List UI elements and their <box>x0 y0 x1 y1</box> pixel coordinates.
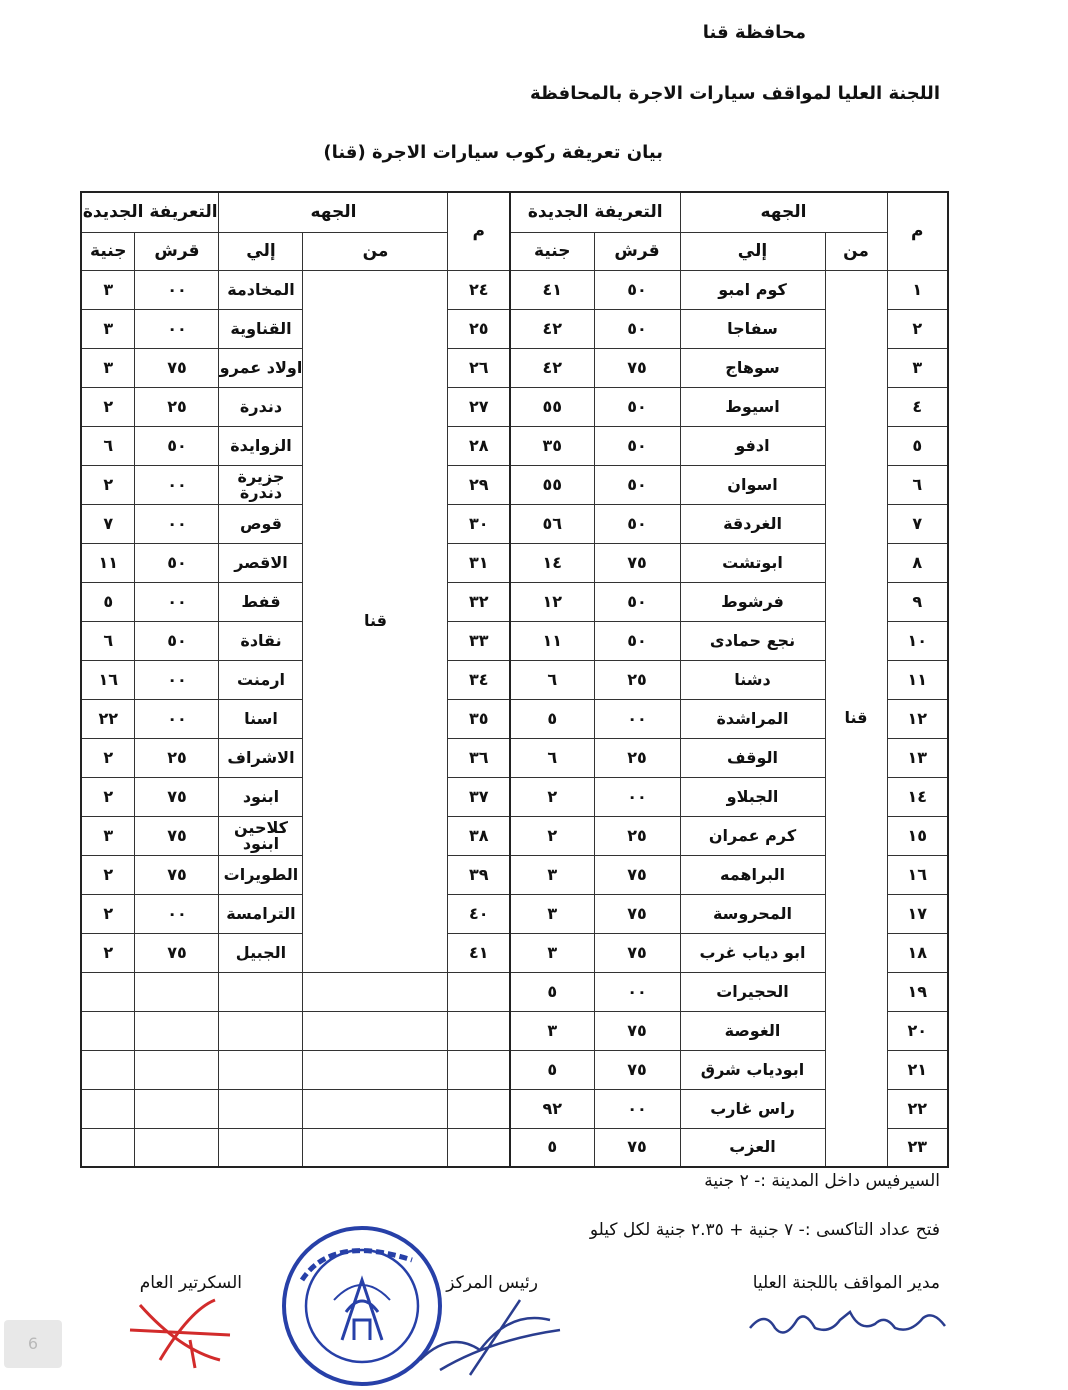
pound-cell: ٣ <box>81 270 135 309</box>
table-row <box>81 1050 948 1089</box>
empty-cell <box>303 1089 448 1128</box>
piaster-cell: ٧٥ <box>594 1050 680 1089</box>
empty-cell <box>135 1089 219 1128</box>
row-number: ١٦ <box>887 855 948 894</box>
piaster-cell: ٧٥ <box>594 894 680 933</box>
piaster-cell: ٠٠ <box>594 1089 680 1128</box>
destination-cell: الزوايدة <box>219 426 303 465</box>
table-row <box>81 582 948 621</box>
piaster-cell: ٧٥ <box>135 348 219 387</box>
header-pound-right: جنية <box>510 232 594 270</box>
row-number: ٣٤ <box>448 660 510 699</box>
empty-cell <box>303 1011 448 1050</box>
page-number-badge: 6 <box>4 1320 62 1368</box>
pound-cell: ١٢ <box>510 582 594 621</box>
table-row <box>81 465 948 504</box>
header-new-fare-left: التعريفة الجديدة <box>81 192 219 232</box>
piaster-cell: ٠٠ <box>135 582 219 621</box>
piaster-cell: ٢٥ <box>594 738 680 777</box>
row-number: ٢٤ <box>448 270 510 309</box>
table-row <box>81 309 948 348</box>
empty-cell <box>81 972 135 1011</box>
pound-cell: ١٤ <box>510 543 594 582</box>
piaster-cell: ٥٠ <box>594 426 680 465</box>
piaster-cell: ٠٠ <box>594 699 680 738</box>
pound-cell: ٤٢ <box>510 309 594 348</box>
header-m-left: م <box>448 192 510 270</box>
destination-cell: ادفو <box>680 426 825 465</box>
pound-cell: ٢ <box>81 855 135 894</box>
table-row <box>81 972 948 1011</box>
piaster-cell: ٢٥ <box>594 816 680 855</box>
piaster-cell: ٥٠ <box>594 621 680 660</box>
pound-cell: ٣ <box>81 348 135 387</box>
pound-cell: ٣ <box>510 855 594 894</box>
destination-cell: جزيرة دندرة <box>219 465 303 504</box>
row-number: ٣٢ <box>448 582 510 621</box>
empty-cell <box>81 1128 135 1167</box>
destination-cell: العزب <box>680 1128 825 1167</box>
secretary-title: السكرتير العام <box>139 1273 242 1293</box>
empty-cell <box>81 1089 135 1128</box>
row-number: ١٥ <box>887 816 948 855</box>
pound-cell: ٦ <box>510 738 594 777</box>
row-number: ٧ <box>887 504 948 543</box>
row-number: ٨ <box>887 543 948 582</box>
empty-cell <box>81 1050 135 1089</box>
row-number: ١٨ <box>887 933 948 972</box>
pound-cell: ٣ <box>81 816 135 855</box>
table-row <box>81 660 948 699</box>
piaster-cell: ٠٠ <box>135 504 219 543</box>
pound-cell: ٥ <box>510 1128 594 1167</box>
row-number: ٤١ <box>448 933 510 972</box>
destination-cell: راس غارب <box>680 1089 825 1128</box>
row-number: ١ <box>887 270 948 309</box>
pound-cell: ٣ <box>510 1011 594 1050</box>
piaster-cell: ٥٠ <box>135 543 219 582</box>
destination-cell: الجبلاو <box>680 777 825 816</box>
header-pound-left: جنية <box>81 232 135 270</box>
row-number: ٣٣ <box>448 621 510 660</box>
destination-cell: دشنا <box>680 660 825 699</box>
row-number: ٢١ <box>887 1050 948 1089</box>
pound-cell: ٢٢ <box>81 699 135 738</box>
destination-cell: الغردقة <box>680 504 825 543</box>
piaster-cell: ٥٠ <box>135 426 219 465</box>
piaster-cell: ٧٥ <box>594 1011 680 1050</box>
destination-cell: القناوية <box>219 309 303 348</box>
piaster-cell: ٠٠ <box>135 270 219 309</box>
empty-cell <box>448 1050 510 1089</box>
piaster-cell: ٢٥ <box>135 738 219 777</box>
header-piaster-right: قرش <box>594 232 680 270</box>
pound-cell: ٢ <box>81 738 135 777</box>
destination-cell: البراهمه <box>680 855 825 894</box>
pound-cell: ١٦ <box>81 660 135 699</box>
pound-cell: ٤١ <box>510 270 594 309</box>
piaster-cell: ٧٥ <box>135 777 219 816</box>
pound-cell: ٥ <box>510 972 594 1011</box>
piaster-cell: ٠٠ <box>135 660 219 699</box>
destination-cell: نقادة <box>219 621 303 660</box>
row-number: ٢٥ <box>448 309 510 348</box>
table-row <box>81 855 948 894</box>
destination-cell: الاشراف <box>219 738 303 777</box>
row-number: ٤٠ <box>448 894 510 933</box>
destination-cell: الطويرات <box>219 855 303 894</box>
destination-cell: ابو دياب غرب <box>680 933 825 972</box>
header-m-right: م <box>887 192 948 270</box>
piaster-cell: ٥٠ <box>594 309 680 348</box>
destination-cell: دندرة <box>219 387 303 426</box>
table-row <box>81 348 948 387</box>
pound-cell: ٣ <box>81 309 135 348</box>
fare-table <box>80 191 949 1168</box>
piaster-cell: ٧٥ <box>135 933 219 972</box>
destination-cell: المخادمة <box>219 270 303 309</box>
pound-cell: ٢ <box>81 933 135 972</box>
pound-cell: ٣ <box>510 894 594 933</box>
pound-cell: ٥٥ <box>510 465 594 504</box>
row-number: ٩ <box>887 582 948 621</box>
pound-cell: ١١ <box>510 621 594 660</box>
destination-cell: الوقف <box>680 738 825 777</box>
header-new-fare-right: التعريفة الجديدة <box>510 192 680 232</box>
table-row <box>81 777 948 816</box>
pound-cell: ٥ <box>510 699 594 738</box>
pound-cell: ٣ <box>510 933 594 972</box>
row-number: ١٧ <box>887 894 948 933</box>
empty-cell <box>81 1011 135 1050</box>
piaster-cell: ٥٠ <box>594 465 680 504</box>
destination-cell: ابودياب شرق <box>680 1050 825 1089</box>
row-number: ٢٣ <box>887 1128 948 1167</box>
piaster-cell: ٧٥ <box>594 1128 680 1167</box>
destination-cell: اسيوط <box>680 387 825 426</box>
piaster-cell: ٧٥ <box>594 543 680 582</box>
pound-cell: ٢ <box>81 465 135 504</box>
destination-cell: كوم امبو <box>680 270 825 309</box>
governorate-name: محافظة قنا <box>702 22 806 43</box>
destination-cell: المحروسة <box>680 894 825 933</box>
destination-cell: اسوان <box>680 465 825 504</box>
table-row <box>81 933 948 972</box>
table-row <box>81 1128 948 1167</box>
center-head-signature <box>410 1290 570 1380</box>
destination-cell: سوهاج <box>680 348 825 387</box>
pound-cell: ٢ <box>81 894 135 933</box>
empty-cell <box>219 972 303 1011</box>
pound-cell: ٣٥ <box>510 426 594 465</box>
pound-cell: ٦ <box>81 426 135 465</box>
piaster-cell: ٠٠ <box>594 777 680 816</box>
pound-cell: ٥ <box>81 582 135 621</box>
manager-signature <box>745 1300 950 1345</box>
row-number: ٣٠ <box>448 504 510 543</box>
destination-cell: المراشدة <box>680 699 825 738</box>
pound-cell: ٦ <box>81 621 135 660</box>
pound-cell: ٩٢ <box>510 1089 594 1128</box>
pound-cell: ٢ <box>81 387 135 426</box>
destination-cell: الجبيل <box>219 933 303 972</box>
taxi-meter-note: فتح عداد التاكسى :- ٧ جنية + ٢.٣٥ جنية لكل كيلو <box>589 1220 940 1240</box>
destination-cell: كرم عمران <box>680 816 825 855</box>
piaster-cell: ٥٠ <box>594 387 680 426</box>
destination-cell: الغوصة <box>680 1011 825 1050</box>
row-number: ٤ <box>887 387 948 426</box>
empty-cell <box>448 1089 510 1128</box>
empty-cell <box>135 1050 219 1089</box>
table-row <box>81 1011 948 1050</box>
fare-table-body <box>81 270 948 1167</box>
from-cell-left: قنا <box>303 270 448 972</box>
row-number: ٢ <box>887 309 948 348</box>
empty-cell <box>135 972 219 1011</box>
piaster-cell: ٠٠ <box>135 699 219 738</box>
pound-cell: ١١ <box>81 543 135 582</box>
table-row <box>81 738 948 777</box>
table-row <box>81 621 948 660</box>
empty-cell <box>135 1011 219 1050</box>
pound-cell: ٦ <box>510 660 594 699</box>
from-cell-right: قنا <box>825 270 887 1167</box>
table-row <box>81 504 948 543</box>
piaster-cell: ٢٥ <box>135 387 219 426</box>
row-number: ٣٦ <box>448 738 510 777</box>
destination-cell: قوص <box>219 504 303 543</box>
piaster-cell: ٧٥ <box>135 855 219 894</box>
destination-cell: الاقصر <box>219 543 303 582</box>
destination-cell: كلاحين ابنود <box>219 816 303 855</box>
destination-cell: فرشوط <box>680 582 825 621</box>
pound-cell: ٥٦ <box>510 504 594 543</box>
table-row <box>81 1089 948 1128</box>
row-number: ٢٠ <box>887 1011 948 1050</box>
committee-name: اللجنة العليا لمواقف سيارات الاجرة بالمحافظة <box>529 83 940 104</box>
empty-cell <box>219 1128 303 1167</box>
destination-cell: ابنود <box>219 777 303 816</box>
destination-cell: اسنا <box>219 699 303 738</box>
header-from-left: من <box>303 232 448 270</box>
row-number: ١٩ <box>887 972 948 1011</box>
piaster-cell: ٠٠ <box>135 309 219 348</box>
row-number: ٢٩ <box>448 465 510 504</box>
row-number: ٦ <box>887 465 948 504</box>
piaster-cell: ٧٥ <box>135 816 219 855</box>
header-to-left: إلي <box>219 232 303 270</box>
piaster-cell: ٠٠ <box>135 894 219 933</box>
header-direction-right: الجهه <box>680 192 887 232</box>
destination-cell: اولاد عمرو <box>219 348 303 387</box>
header-from-right: من <box>825 232 887 270</box>
manager-title: مدير المواقف باللجنة العليا <box>752 1273 940 1293</box>
empty-cell <box>448 1011 510 1050</box>
service-fare-note: السيرفيس داخل المدينة :- ٢ جنية <box>704 1171 940 1191</box>
row-number: ٢٢ <box>887 1089 948 1128</box>
table-row <box>81 543 948 582</box>
piaster-cell: ٥٠ <box>594 270 680 309</box>
row-number: ٣٨ <box>448 816 510 855</box>
table-row <box>81 816 948 855</box>
row-number: ٥ <box>887 426 948 465</box>
destination-cell: سفاجا <box>680 309 825 348</box>
row-number: ١٤ <box>887 777 948 816</box>
piaster-cell: ٥٠ <box>594 504 680 543</box>
header-to-right: إلي <box>680 232 825 270</box>
table-row <box>81 699 948 738</box>
empty-cell <box>303 1128 448 1167</box>
destination-cell: ابوتشت <box>680 543 825 582</box>
table-row <box>81 426 948 465</box>
piaster-cell: ٧٥ <box>594 855 680 894</box>
row-number: ١٠ <box>887 621 948 660</box>
piaster-cell: ٧٥ <box>594 348 680 387</box>
table-row <box>81 387 948 426</box>
row-number: ١٢ <box>887 699 948 738</box>
pound-cell: ٥٥ <box>510 387 594 426</box>
empty-cell <box>135 1128 219 1167</box>
center-head-title: رئيس المركز <box>446 1273 538 1293</box>
pound-cell: ٢ <box>81 777 135 816</box>
destination-cell: الحجيرات <box>680 972 825 1011</box>
document-title: بيان تعريفة ركوب سيارات الاجرة (قنا) <box>323 142 663 163</box>
pound-cell: ٤٢ <box>510 348 594 387</box>
destination-cell: قفط <box>219 582 303 621</box>
empty-cell <box>219 1050 303 1089</box>
destination-cell: نجع حمادى <box>680 621 825 660</box>
piaster-cell: ٥٠ <box>135 621 219 660</box>
empty-cell <box>219 1089 303 1128</box>
row-number: ٣٩ <box>448 855 510 894</box>
row-number: ٣١ <box>448 543 510 582</box>
piaster-cell: ٥٠ <box>594 582 680 621</box>
row-number: ٣٧ <box>448 777 510 816</box>
row-number: ٣٥ <box>448 699 510 738</box>
piaster-cell: ٠٠ <box>135 465 219 504</box>
empty-cell <box>448 1128 510 1167</box>
row-number: ٢٦ <box>448 348 510 387</box>
empty-cell <box>303 1050 448 1089</box>
piaster-cell: ٠٠ <box>594 972 680 1011</box>
empty-cell <box>303 972 448 1011</box>
pound-cell: ٢ <box>510 816 594 855</box>
destination-cell: الترامسة <box>219 894 303 933</box>
row-number: ٢٨ <box>448 426 510 465</box>
row-number: ١١ <box>887 660 948 699</box>
empty-cell <box>219 1011 303 1050</box>
secretary-signature <box>120 1290 240 1370</box>
row-number: ٣ <box>887 348 948 387</box>
row-number: ١٣ <box>887 738 948 777</box>
row-number: ٢٧ <box>448 387 510 426</box>
destination-cell: ارمنت <box>219 660 303 699</box>
table-row <box>81 270 948 309</box>
pound-cell: ٢ <box>510 777 594 816</box>
pound-cell: ٥ <box>510 1050 594 1089</box>
pound-cell: ٧ <box>81 504 135 543</box>
header-piaster-left: قرش <box>135 232 219 270</box>
empty-cell <box>448 972 510 1011</box>
table-row <box>81 894 948 933</box>
piaster-cell: ٧٥ <box>594 933 680 972</box>
header-direction-left: الجهه <box>219 192 448 232</box>
piaster-cell: ٢٥ <box>594 660 680 699</box>
